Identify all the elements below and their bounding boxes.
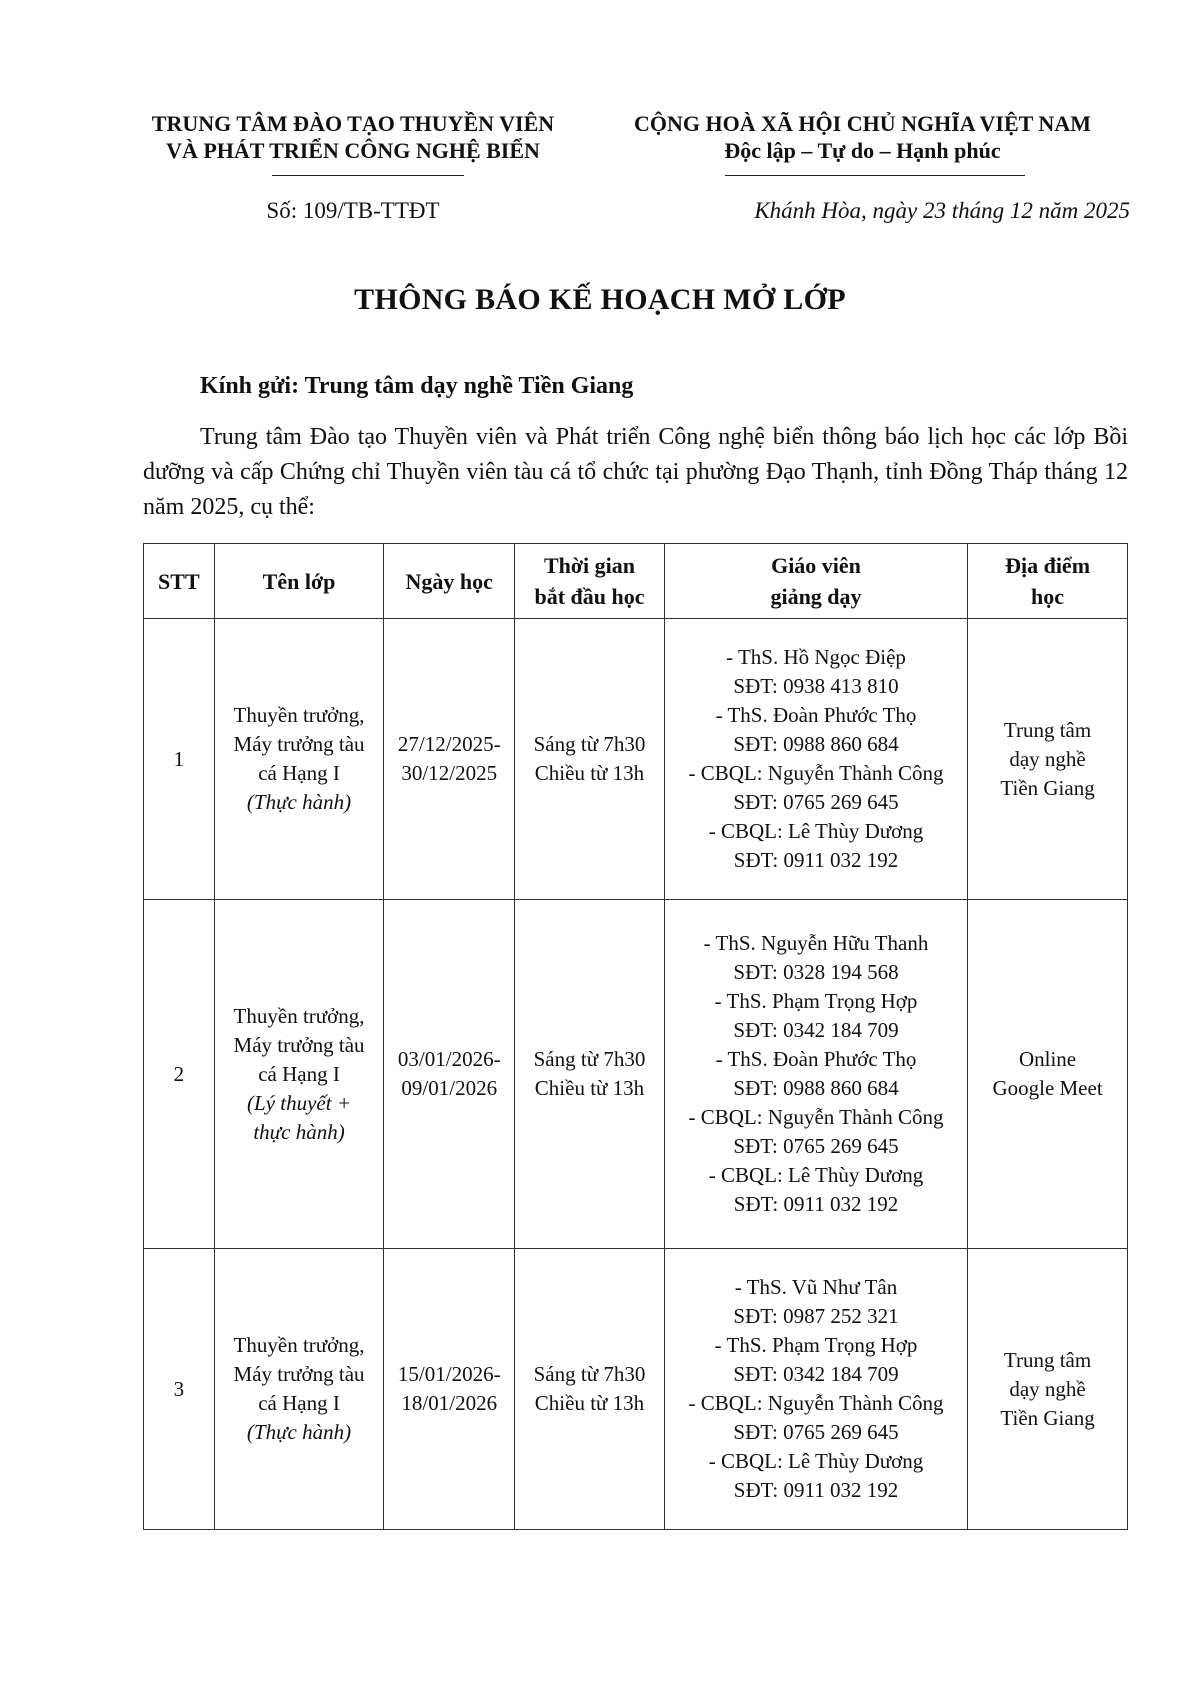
- header-start-time-line-2: bắt đầu học: [534, 584, 645, 609]
- teacher-line: SĐT: 0911 032 192: [733, 848, 899, 872]
- table-row: [144, 900, 1128, 1249]
- class-line: cá Hạng I: [258, 1391, 340, 1415]
- document-date: Khánh Hòa, ngày 23 tháng 12 năm 2025: [754, 198, 1130, 223]
- class-line: cá Hạng I: [258, 1061, 340, 1086]
- organization-header: [118, 110, 588, 164]
- cell-start-time: [515, 619, 665, 900]
- teacher-line: - CBQL: Nguyễn Thành Công: [688, 761, 944, 785]
- cell-dates: [384, 900, 515, 1249]
- header-teachers: [664, 544, 967, 619]
- header-teachers-line-2: giảng dạy: [770, 584, 862, 609]
- cell-class-name: [214, 1249, 384, 1530]
- location-line: dạy nghề: [1009, 746, 1086, 771]
- header-location: [968, 544, 1128, 619]
- location-line: Trung tâm: [1003, 1347, 1092, 1372]
- teacher-line: SĐT: 0765 269 645: [733, 1420, 899, 1444]
- time-afternoon: Chiều từ 13h: [534, 1076, 645, 1100]
- teacher-line: - ThS. Nguyễn Hữu Thanh: [703, 931, 929, 955]
- class-line: Thuyền trưởng,: [233, 703, 365, 727]
- time-morning: Sáng từ 7h30: [533, 1047, 646, 1071]
- teacher-line: - CBQL: Lê Thùy Dương: [708, 1449, 924, 1473]
- teacher-line: SĐT: 0988 860 684: [733, 1076, 899, 1100]
- header-location-line-1: Địa điểm: [1005, 553, 1091, 578]
- header-stt: STT: [144, 544, 215, 619]
- teacher-line: - CBQL: Lê Thùy Dương: [708, 819, 924, 843]
- time-morning: Sáng từ 7h30: [533, 1362, 646, 1386]
- teacher-line: - CBQL: Lê Thùy Dương: [708, 1163, 924, 1187]
- cell-location: [968, 619, 1128, 900]
- cell-class-name: [214, 619, 384, 900]
- date-from: 03/01/2026-: [397, 1047, 501, 1071]
- header-start-time: [515, 544, 665, 619]
- cell-stt: 3: [144, 1249, 215, 1530]
- teacher-line: SĐT: 0328 194 568: [733, 960, 899, 984]
- schedule-table: [143, 543, 1128, 1530]
- cell-teachers: [664, 900, 967, 1249]
- cell-class-name: [214, 900, 384, 1249]
- class-line: Thuyền trưởng,: [233, 1003, 365, 1028]
- table-row: [144, 619, 1128, 900]
- teacher-line: SĐT: 0938 413 810: [733, 674, 899, 698]
- time-afternoon: Chiều từ 13h: [534, 1391, 645, 1415]
- location-line: dạy nghề: [1009, 1376, 1086, 1401]
- teacher-line: SĐT: 0987 252 321: [733, 1304, 899, 1328]
- teacher-line: - ThS. Phạm Trọng Hợp: [714, 989, 918, 1013]
- date-to: 09/01/2026: [401, 1076, 498, 1100]
- teacher-line: - ThS. Đoàn Phước Thọ: [715, 703, 917, 727]
- time-afternoon: Chiều từ 13h: [534, 761, 645, 785]
- header-start-time-line-1: Thời gian: [543, 553, 636, 578]
- location-line: Tiền Giang: [1000, 1405, 1095, 1430]
- cell-stt: 1: [144, 619, 215, 900]
- recipient-line: Kính gửi: Trung tâm dạy nghề Tiền Giang: [200, 373, 634, 399]
- table-header-row: [144, 544, 1128, 619]
- teacher-line: - ThS. Đoàn Phước Thọ: [715, 1047, 917, 1071]
- cell-location: [968, 900, 1128, 1249]
- table-row: [144, 1249, 1128, 1530]
- class-note: (Thực hành): [246, 1420, 352, 1444]
- teacher-line: SĐT: 0765 269 645: [733, 790, 899, 814]
- teacher-line: - ThS. Hồ Ngọc Điệp: [726, 645, 906, 669]
- date-from: 15/01/2026-: [397, 1362, 501, 1386]
- class-line: cá Hạng I: [258, 761, 340, 785]
- teacher-line: SĐT: 0342 184 709: [733, 1362, 899, 1386]
- document-number: Số: 109/TB-TTĐT: [266, 198, 440, 223]
- intro-paragraph: Trung tâm Đào tạo Thuyền viên và Phát triển Công nghệ biển thông báo lịch học các lớp Bồi dưỡng và cấp Chứng chỉ Thuyền viên tàu cá tổ chức tại phường Đạo Thạnh, tỉnh Đồng Tháp tháng 12 năm 2025, cụ thể:: [143, 424, 1128, 520]
- class-line: Máy trưởng tàu: [233, 732, 365, 756]
- org-line-1: TRUNG TÂM ĐÀO TẠO THUYỀN VIÊN: [151, 111, 555, 136]
- header-location-line-2: học: [1031, 584, 1065, 609]
- class-line: Máy trưởng tàu: [233, 1362, 365, 1386]
- header-dates: Ngày học: [384, 544, 515, 619]
- page-title: THÔNG BÁO KẾ HOẠCH MỞ LỚP: [354, 283, 846, 316]
- cell-start-time: [515, 1249, 665, 1530]
- cell-location: [968, 1249, 1128, 1530]
- location-line: Tiền Giang: [1000, 775, 1095, 800]
- cell-start-time: [515, 900, 665, 1249]
- teacher-line: SĐT: 0342 184 709: [733, 1018, 899, 1042]
- date-from: 27/12/2025-: [397, 732, 501, 756]
- location-line: Online: [1018, 1047, 1077, 1071]
- nation-motto: Độc lập – Tự do – Hạnh phúc: [724, 138, 1001, 163]
- teacher-line: - ThS. Vũ Như Tân: [734, 1275, 898, 1299]
- header-teachers-line-1: Giáo viên: [771, 553, 861, 578]
- teacher-line: - ThS. Phạm Trọng Hợp: [714, 1333, 918, 1357]
- teacher-line: SĐT: 0911 032 192: [733, 1478, 899, 1502]
- location-line: Trung tâm: [1003, 717, 1092, 742]
- teacher-line: - CBQL: Nguyễn Thành Công: [688, 1105, 944, 1129]
- motto-underline: [725, 175, 1025, 176]
- class-line: Thuyền trưởng,: [233, 1333, 365, 1357]
- national-header: [600, 110, 1125, 164]
- cell-dates: [384, 1249, 515, 1530]
- date-to: 18/01/2026: [401, 1391, 498, 1415]
- location-line: Google Meet: [992, 1076, 1103, 1100]
- class-note: (Lý thuyết +: [247, 1090, 352, 1115]
- cell-teachers: [664, 619, 967, 900]
- teacher-line: SĐT: 0765 269 645: [733, 1134, 899, 1158]
- nation-line-1: CỘNG HOÀ XÃ HỘI CHỦ NGHĨA VIỆT NAM: [634, 111, 1091, 136]
- date-to: 30/12/2025: [401, 761, 498, 785]
- header-class-name: Tên lớp: [214, 544, 384, 619]
- class-note: (Thực hành): [246, 790, 352, 814]
- org-line-2: VÀ PHÁT TRIỂN CÔNG NGHỆ BIỂN: [166, 138, 540, 163]
- class-line: Máy trưởng tàu: [233, 1032, 365, 1057]
- teacher-line: - CBQL: Nguyễn Thành Công: [688, 1391, 944, 1415]
- teacher-line: SĐT: 0988 860 684: [733, 732, 899, 756]
- cell-teachers: [664, 1249, 967, 1530]
- cell-dates: [384, 619, 515, 900]
- org-underline: [272, 175, 464, 176]
- class-note: thực hành): [253, 1119, 345, 1144]
- cell-stt: 2: [144, 900, 215, 1249]
- teacher-line: SĐT: 0911 032 192: [733, 1192, 899, 1216]
- time-morning: Sáng từ 7h30: [533, 732, 646, 756]
